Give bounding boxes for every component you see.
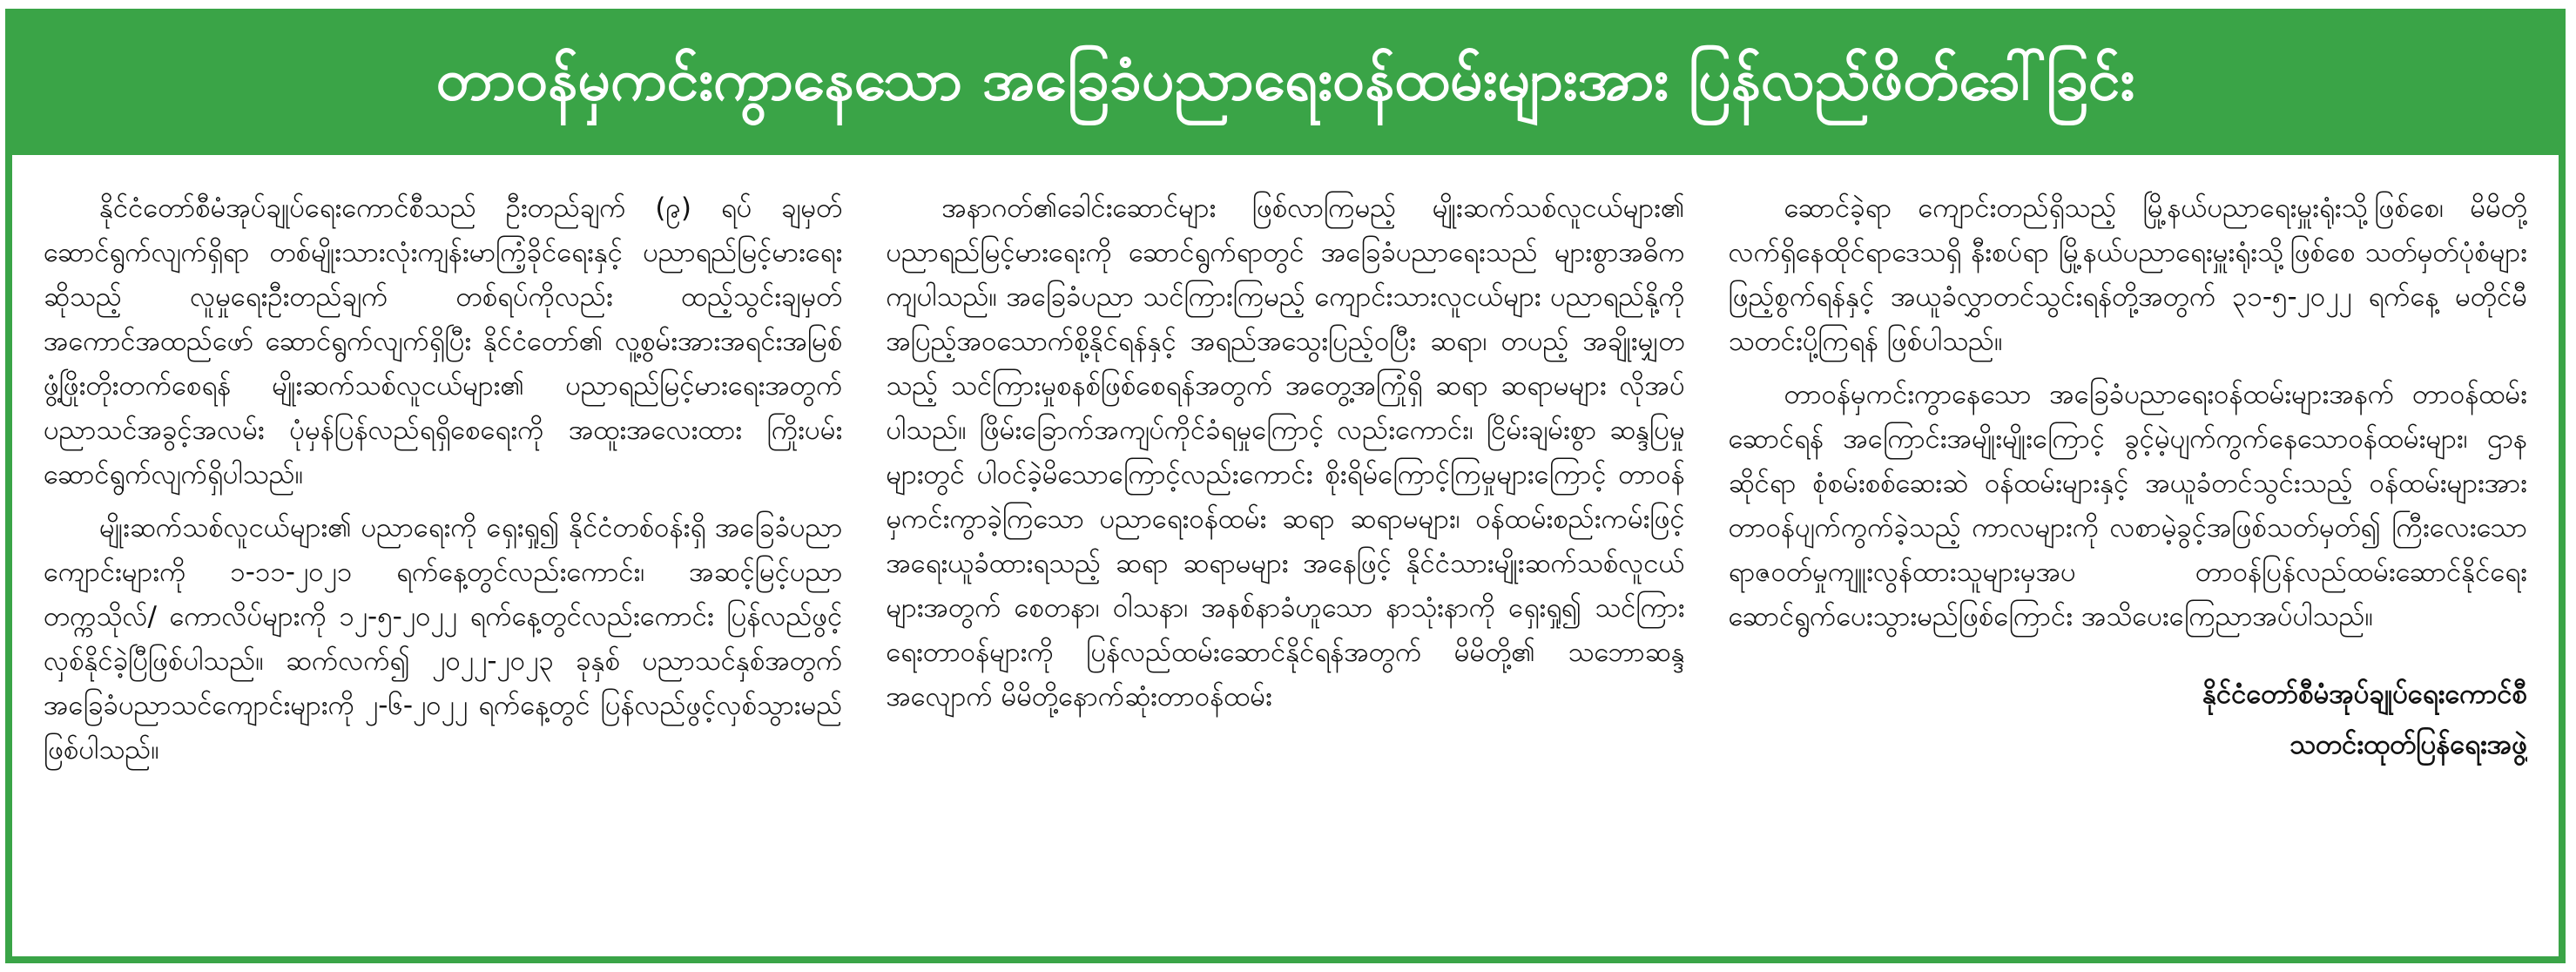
column-3: [1729, 186, 2527, 932]
column-1: [44, 186, 842, 932]
signature-line: နိုင်ငံတော်စီမံအုပ်ချုပ်ရေးကောင်စီ: [2202, 678, 2527, 710]
signature-line: သတင်းထုတ်ပြန်ရေးအဖွဲ့: [2289, 729, 2527, 760]
paragraph: နိုင်ငံတော်စီမံအုပ်ချုပ်ရေးကောင်စီသည် ဦးတည်ချက် (၉) ရပ် ချမှတ်ဆောင်ရွက်လျက်ရှိရာ တစ်မျိုးသားလုံးကျန်းမာကြံ့ခိုင်ရေးနှင့် ပညာရည်မြင့်မားရေးဆိုသည့် လူမှုရေးဦးတည်ချက် တစ်ရပ်ကိုလည်း ထည့်သွင်းချမှတ်အကောင်အထည်ဖော် ဆောင်ရွက်လျက်ရှိပြီး နိုင်ငံတော်၏ လူ့စွမ်းအားအရင်းအမြစ် ဖွံ့ဖြိုးတိုးတက်စေရန် မျိုးဆက်သစ်လူငယ်များ၏ ပညာရည်မြင့်မားရေးအတွက် ပညာသင်အခွင့်အလမ်း ပုံမှန်ပြန်လည်ရရှိစေရေးကို အထူးအလေးထား ကြိုးပမ်းဆောင်ရွက်လျက်ရှိပါသည်။: [44, 192, 843, 490]
notice-frame: [5, 9, 2566, 963]
notice-header: [12, 16, 2559, 155]
paragraph: မျိုးဆက်သစ်လူငယ်များ၏ ပညာရေးကို ရှေးရှု၍ နိုင်ငံတစ်ဝန်းရှိ အခြေခံပညာကျောင်းများကို ၁-၁၁-၂၀၂၁ ရက်နေ့တွင်လည်းကောင်း၊ အဆင့်မြင့်ပညာတက္ကသိုလ်/ ကောလိပ်များကို ၁၂-၅-၂၀၂၂ ရက်နေ့တွင်လည်းကောင်း ပြန်လည်ဖွင့်လှစ်နိုင်ခဲ့ပြီဖြစ်ပါသည်။ ဆက်လက်၍ ၂၀၂၂-၂၀၂၃ ခုနှစ် ပညာသင်နှစ်အတွက် အခြေခံပညာသင်ကျောင်းများကို ၂-၆-၂၀၂၂ ရက်နေ့တွင် ပြန်လည်ဖွင့်လှစ်သွားမည်ဖြစ်ပါသည်။: [44, 512, 843, 766]
notice-title: တာဝန်မှကင်းကွာနေသော အခြေခံပညာရေးဝန်ထမ်းများအား ပြန်လည်ဖိတ်ခေါ်ခြင်း: [435, 45, 2135, 113]
column-2: [886, 186, 1684, 932]
notice-body: [44, 186, 2527, 932]
paragraph: ဆောင်ခဲ့ရာ ကျောင်းတည်ရှိသည့် မြို့နယ်ပညာရေးမှူးရုံးသို့ဖြစ်စေ၊ မိမိတို့လက်ရှိနေထိုင်ရာဒေသရှိ နီးစပ်ရာ မြို့နယ်ပညာရေးမှူးရုံးသို့ဖြစ်စေ သတ်မှတ်ပုံစံများဖြည့်စွက်ရန်နှင့် အယူခံလွှာတင်သွင်းရန်တို့အတွက် ၃၁-၅-၂၀၂၂ ရက်နေ့ မတိုင်မီ သတင်းပို့ကြရန် ဖြစ်ပါသည်။: [1728, 192, 2527, 357]
paragraph: တာဝန်မှကင်းကွာနေသော အခြေခံပညာရေးဝန်ထမ်းများအနက် တာဝန်ထမ်းဆောင်ရန် အကြောင်းအမျိုးမျိုးကြောင့် ခွင့်မဲ့ပျက်ကွက်နေသောဝန်ထမ်းများ၊ ဌာနဆိုင်ရာ စုံစမ်းစစ်ဆေးဆဲ ဝန်ထမ်းများနှင့် အယူခံတင်သွင်းသည့် ဝန်ထမ်းများအား တာဝန်ပျက်ကွက်ခဲ့သည့် ကာလများကို လစာမဲ့ခွင့်အဖြစ်သတ်မှတ်၍ ကြီးလေးသော ရာဇဝတ်မှုကျူးလွန်ထားသူများမှအပ တာဝန်ပြန်လည်ထမ်းဆောင်နိုင်ရေး ဆောင်ရွက်ပေးသွားမည်ဖြစ်ကြောင်း အသိပေးကြေညာအပ်ပါသည်။: [1728, 379, 2527, 632]
paragraph: အနာဂတ်၏ခေါင်းဆောင်များ ဖြစ်လာကြမည့် မျိုးဆက်သစ်လူငယ်များ၏ ပညာရည်မြင့်မားရေးကို ဆောင်ရွက်ရာတွင် အခြေခံပညာရေးသည် များစွာအဓိကကျပါသည်။ အခြေခံပညာ သင်ကြားကြမည့် ကျောင်းသားလူငယ်များ ပညာရည်နို့ကို အပြည့်အဝသောက်စို့နိုင်ရန်နှင့် အရည်အသွေးပြည့်ဝပြီး ဆရာ၊ တပည့် အချိုးမျှတသည့် သင်ကြားမှုစနစ်ဖြစ်စေရန်အတွက် အတွေ့အကြုံရှိ ဆရာ ဆရာမများ လိုအပ်ပါသည်။ ဖြိမ်းခြောက်အကျပ်ကိုင်ခံရမှုကြောင့် လည်းကောင်း၊ ငြိမ်းချမ်းစွာ ဆန္ဒပြမှုများတွင် ပါဝင်ခဲ့မိသောကြောင့်လည်းကောင်း စိုးရိမ်ကြောင့်ကြမှုများကြောင့် တာဝန်မှကင်းကွာခဲ့ကြသော ပညာရေးဝန်ထမ်း ဆရာ ဆရာမများ၊ ဝန်ထမ်းစည်းကမ်းဖြင့် အရေးယူခံထားရသည့် ဆရာ ဆရာမများ အနေဖြင့် နိုင်ငံသားမျိုးဆက်သစ်လူငယ်များအတွက် စေတနာ၊ ဝါသနာ၊ အနစ်နာခံဟူသော နာသုံးနာကို ရှေးရှု၍ သင်ကြားရေးတာဝန်များကို ပြန်လည်ထမ်းဆောင်နိုင်ရန်အတွက် မိမိတို့၏ သဘောဆန္ဒအလျောက် မိမိတို့နောက်ဆုံးတာဝန်ထမ်း: [886, 192, 1685, 712]
signature-block: [1729, 669, 2527, 770]
